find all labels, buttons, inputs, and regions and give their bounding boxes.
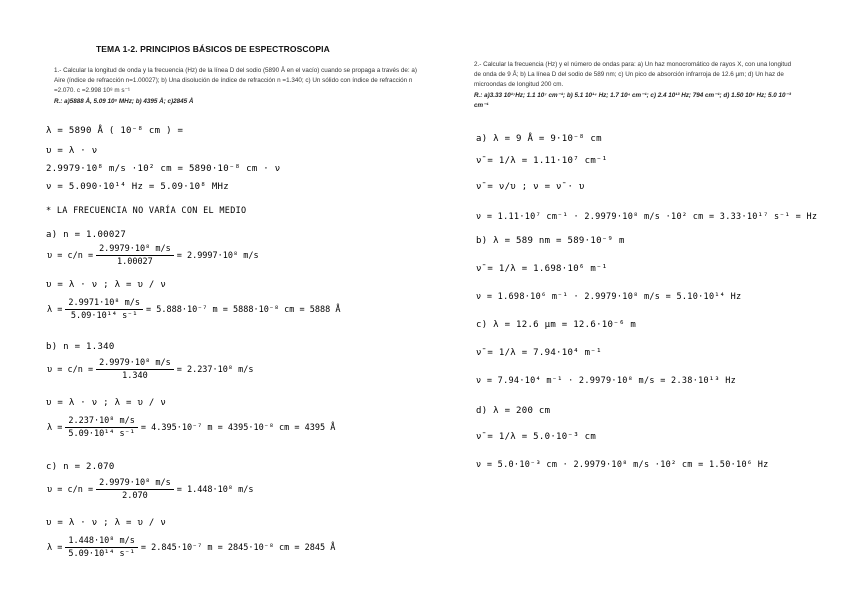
fraction-denominator: 5.09·10¹⁴ s⁻¹	[68, 429, 135, 439]
fraction-result: = 2.9997·10⁸ m/s	[176, 250, 259, 261]
problem-1-statement	[54, 66, 419, 107]
left-line-16: υ = λ · ν ; λ = υ / ν	[46, 518, 167, 528]
problem-1-text: 1.- Calcular la longitud de onda y la frecuencia (Hz) de la línea D del sodio (5890 Å en el vacío) cuando se propaga a través de: a) Aire (índice de refracción n=1.00027); b) Una disolución de índice de refracción n =1.340; c) Un sólido con índice de refracción n =2.070. c =2.998 10⁸ m s⁻¹	[54, 67, 417, 95]
fraction-prefix: υ = c/n =	[47, 484, 94, 495]
right-line-9: ν̄ = 1/λ = 7.94·10⁴ m⁻¹	[476, 348, 602, 358]
problem-2-statement	[474, 60, 799, 111]
right-line-13: ν = 5.0·10⁻³ cm · 2.9979·10⁸ m/s ·10² cm = 1.50·10⁶ Hz	[476, 460, 769, 470]
fraction-prefix: λ =	[47, 422, 63, 433]
fraction-numerator: 2.237·10⁸ m/s	[65, 416, 138, 428]
left-fraction-2	[44, 298, 343, 321]
fraction-numerator: 2.9971·10⁸ m/s	[65, 298, 143, 310]
right-line-4: ν = 1.11·10⁷ cm⁻¹ · 2.9979·10⁸ m/s ·10² cm = 3.33·10¹⁷ s⁻¹ = Hz	[476, 212, 818, 222]
fraction-prefix: λ =	[47, 542, 63, 553]
fraction-denominator: 5.09·10¹⁴ s⁻¹	[68, 549, 135, 559]
fraction-prefix: υ = c/n =	[47, 364, 94, 375]
right-line-10: ν = 7.94·10⁴ m⁻¹ · 2.9979·10⁸ m/s = 2.38·10¹³ Hz	[476, 376, 737, 386]
right-line-3: ν̄ = ν/υ ; ν = ν̄ · υ	[476, 182, 585, 192]
left-line-8: υ = λ · ν ; λ = υ / ν	[46, 280, 167, 290]
fraction-result: = 2.237·10⁸ m/s	[176, 364, 254, 375]
page-title: TEMA 1-2. PRINCIPIOS BÁSICOS DE ESPECTROSCOPIA	[96, 44, 330, 54]
right-line-11: d) λ = 200 cm	[476, 406, 551, 416]
fraction-denominator: 1.00027	[116, 257, 153, 267]
fraction-prefix: λ =	[47, 304, 63, 315]
fraction-result: = 4.395·10⁻⁷ m = 4395·10⁻⁸ cm = 4395 Å	[140, 422, 336, 433]
problem-2-text: 2.- Calcular la frecuencia (Hz) y el número de ondas para: a) Un haz monocromático de rayos X, con una longitud de onda de 9 Å; b) La línea D del sodio de 589 nm; c) Un pico de absorción infrarroja de 12.6 µm; d) Un haz de microondas de longitud 200 cm.	[474, 61, 792, 89]
fraction-numerator: 2.9979·10⁸ m/s	[96, 244, 174, 256]
left-line-14: c) n = 2.070	[46, 462, 115, 472]
problem-1-answer: R.: a)5888 Å, 5.09 10⁸ MHz; b) 4395 Å; c)2845 Å	[54, 97, 194, 105]
fraction-numerator: 2.9979·10⁸ m/s	[96, 478, 174, 490]
left-fraction-4	[44, 416, 338, 439]
left-line-4: ν = 5.090·10¹⁴ Hz = 5.09·10⁸ MHz	[46, 182, 229, 192]
problem-2-answer: R.: a)3.33 10¹⁷Hz; 1.1 10⁷ cm⁻¹; b) 5.1 10¹⁴ Hz; 1.7 10⁴ cm⁻¹; c) 2.4 10¹³ Hz; 794 cm⁻¹; d) 1.50 10⁸ Hz; 5.0 10⁻³ cm⁻¹	[474, 91, 791, 109]
left-line-3: 2.9979·10⁸ m/s ·10² cm = 5890·10⁻⁸ cm · ν	[46, 164, 281, 174]
fraction-numerator: 2.9979·10⁸ m/s	[96, 358, 174, 370]
right-line-8: c) λ = 12.6 µm = 12.6·10⁻⁶ m	[476, 320, 637, 330]
fraction-denominator: 2.070	[122, 491, 148, 501]
right-line-7: ν = 1.698·10⁶ m⁻¹ · 2.9979·10⁸ m/s = 5.10·10¹⁴ Hz	[476, 292, 742, 302]
fraction-denominator: 1.340	[122, 371, 148, 381]
left-fraction-3	[44, 358, 256, 381]
fraction-denominator: 5.09·10¹⁴ s⁻¹	[70, 311, 138, 321]
left-line-5: * LA FRECUENCIA NO VARÍA CON EL MEDIO	[46, 206, 247, 216]
left-line-2: υ = λ · ν	[46, 146, 98, 156]
left-line-6: a) n = 1.00027	[46, 230, 127, 240]
fraction-numerator: 1.448·10⁸ m/s	[65, 536, 138, 548]
fraction-result: = 5.888·10⁻⁷ m = 5888·10⁻⁸ cm = 5888 Å	[146, 304, 341, 315]
fraction-result: = 1.448·10⁸ m/s	[176, 484, 254, 495]
right-line-5: b) λ = 589 nm = 589·10⁻⁹ m	[476, 236, 625, 246]
fraction-result: = 2.845·10⁻⁷ m = 2845·10⁻⁸ cm = 2845 Å	[140, 542, 336, 553]
left-fraction-5	[44, 478, 256, 501]
left-line-1: λ = 5890 Å ( 10⁻⁸ cm ) =	[46, 126, 184, 136]
left-line-12: υ = λ · ν ; λ = υ / ν	[46, 398, 167, 408]
right-line-1: a) λ = 9 Å = 9·10⁻⁸ cm	[476, 134, 602, 144]
fraction-prefix: υ = c/n =	[47, 250, 94, 261]
left-line-10: b) n = 1.340	[46, 342, 115, 352]
left-fraction-6	[44, 536, 338, 559]
right-line-2: ν̄ = 1/λ = 1.11·10⁷ cm⁻¹	[476, 156, 608, 166]
right-line-12: ν̄ = 1/λ = 5.0·10⁻³ cm	[476, 432, 597, 442]
right-line-6: ν̄ = 1/λ = 1.698·10⁶ m⁻¹	[476, 264, 608, 274]
left-fraction-1	[44, 244, 262, 267]
